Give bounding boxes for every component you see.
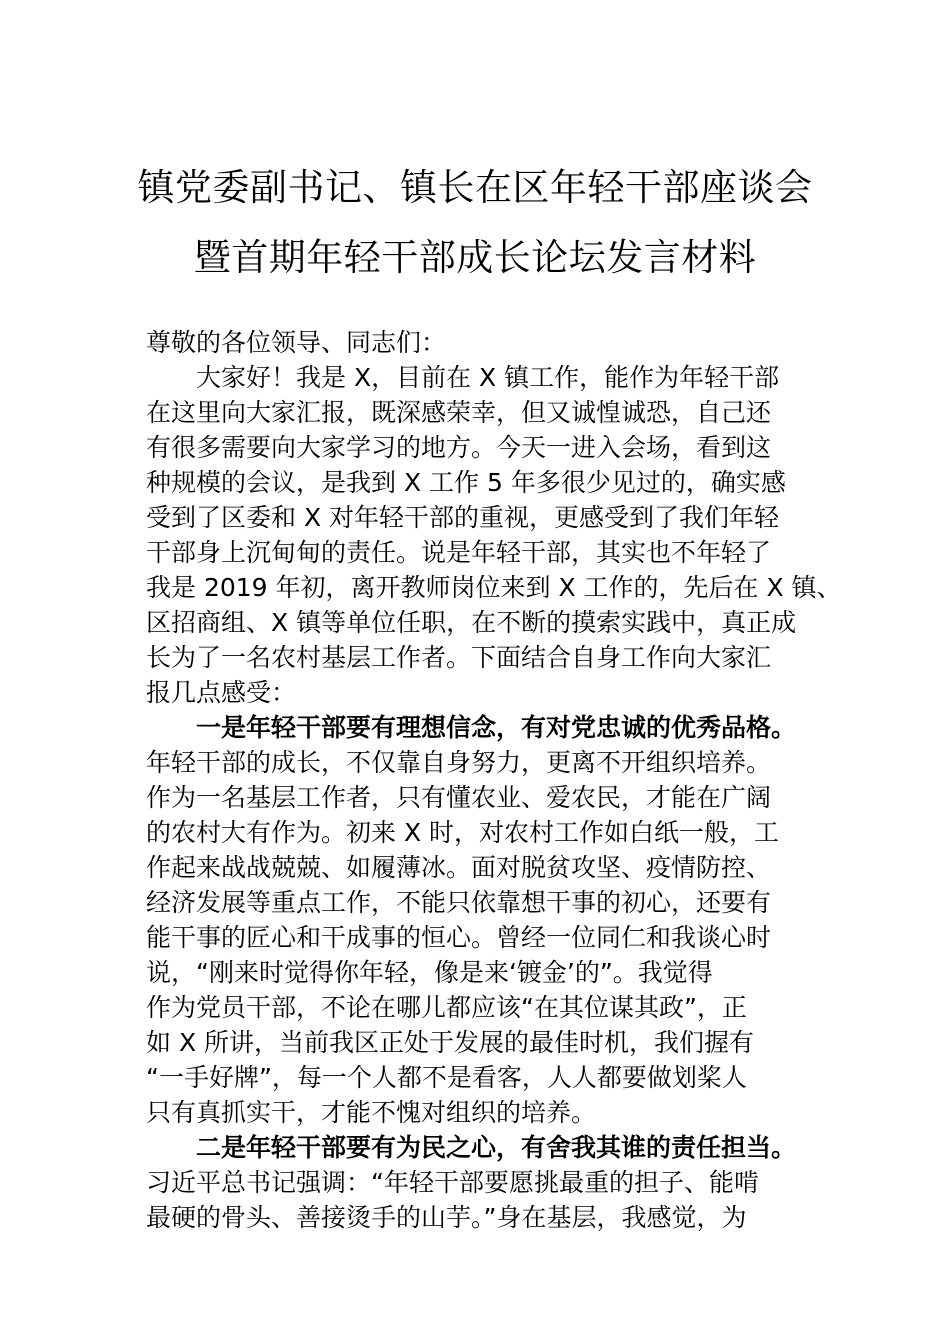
paragraph-line: 区招商组、X 镇等单位任职，在不断的摸索实践中，真正成 (146, 608, 797, 637)
paragraph-line: 大家好！我是 X，目前在 X 镇工作，能作为年轻干部 (196, 363, 780, 392)
paragraph-line: 报几点感受： (146, 678, 297, 707)
paragraph-line: 说，“刚来时觉得你年轻，像是来‘镀金’的”。我觉得 (146, 958, 713, 987)
document-title-line-1: 镇党委副书记、镇长在区年轻干部座谈会 (137, 166, 813, 209)
paragraph-line: 长为了一名农村基层工作者。下面结合自身工作向大家汇 (146, 643, 772, 672)
paragraph-line: “一手好牌”，每一个人都不是看客，人人都要做划桨人 (146, 1063, 747, 1092)
section-heading-1: 一是年轻干部要有理想信念，有对党忠诚的优秀品格。 (196, 713, 797, 742)
paragraph-line: 能干事的匠心和干成事的恒心。曾经一位同仁和我谈心时 (146, 923, 772, 952)
paragraph-line: 习近平总书记强调：“年轻干部要愿挑最重的担子、能啃 (146, 1168, 759, 1197)
paragraph-line: 在这里向大家汇报，既深感荣幸，但又诚惶诚恐，自己还 (146, 398, 772, 427)
paragraph-line: 有很多需要向大家学习的地方。今天一进入会场，看到这 (146, 433, 772, 462)
document-title-line-2: 暨首期年轻干部成长论坛发言材料 (193, 236, 757, 279)
paragraph-line: 受到了区委和 X 对年轻干部的重视，更感受到了我们年轻 (146, 503, 780, 532)
paragraph-line: 作起来战战兢兢、如履薄冰。面对脱贫攻坚、疫情防控、 (146, 853, 772, 882)
salutation: 尊敬的各位领导、同志们： (146, 328, 447, 357)
paragraph-line: 年轻干部的成长，不仅靠自身努力，更离不开组织培养。 (146, 748, 772, 777)
paragraph-line: 如 X 所讲，当前我区正处于发展的最佳时机，我们握有 (146, 1028, 755, 1057)
paragraph-line: 作为党员干部，不论在哪儿都应该“在其位谋其政”，正 (146, 993, 747, 1022)
paragraph-line: 的农村大有作为。初来 X 时，对农村工作如白纸一般，工 (146, 818, 780, 847)
paragraph-line: 干部身上沉甸甸的责任。说是年轻干部，其实也不年轻了 (146, 538, 772, 567)
paragraph-line: 种规模的会议，是我到 X 工作 5 年多很少见过的，确实感 (146, 468, 786, 497)
paragraph-line: 我是 2019 年初，离开教师岗位来到 X 工作的，先后在 X 镇、 (146, 573, 842, 602)
paragraph-line: 只有真抓实干，才能不愧对组织的培养。 (146, 1098, 597, 1127)
paragraph-line: 经济发展等重点工作，不能只依靠想干事的初心，还要有 (146, 888, 772, 917)
paragraph-line: 作为一名基层工作者，只有懂农业、爱农民，才能在广阔 (146, 783, 772, 812)
section-heading-2: 二是年轻干部要有为民之心，有舍我其谁的责任担当。 (196, 1133, 797, 1162)
paragraph-line: 最硬的骨头、善接烫手的山芋。”身在基层，我感觉，为 (146, 1203, 747, 1232)
